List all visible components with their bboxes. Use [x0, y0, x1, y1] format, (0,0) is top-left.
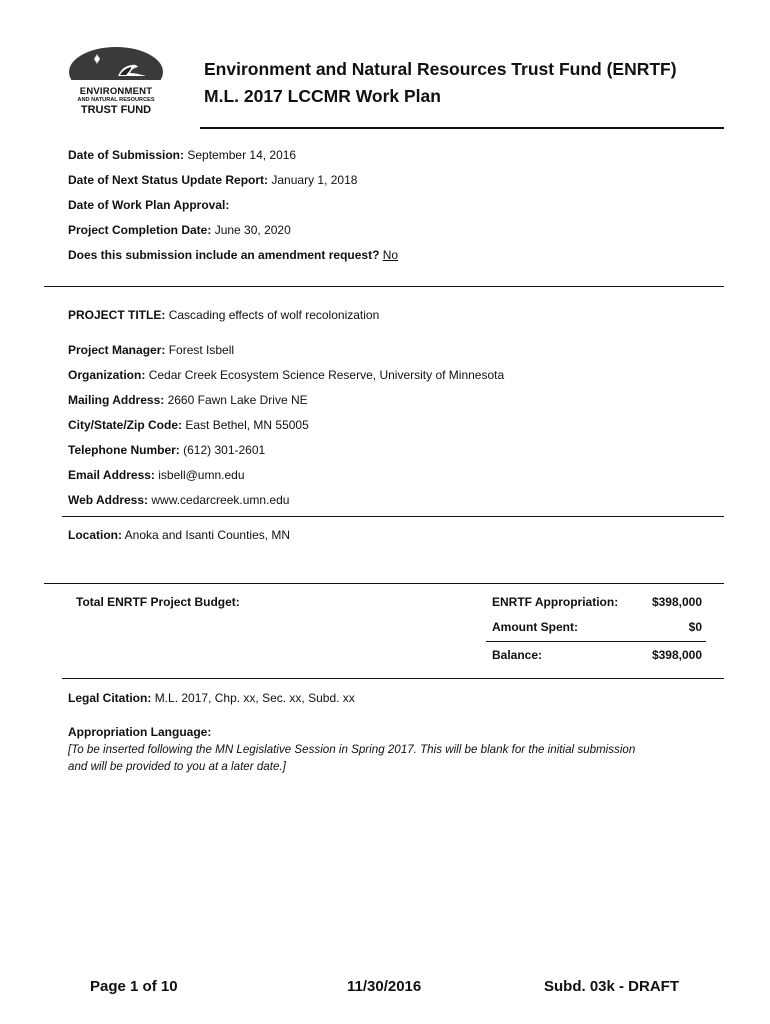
footer-page: Page 1 of 10	[90, 978, 178, 995]
appropriation-language-line-1: [To be inserted following the MN Legislative Session in Spring 2017. This will be blank for the initial submission	[68, 743, 636, 756]
approval-label: Date of Work Plan Approval:	[68, 198, 230, 212]
title-line-1: Environment and Natural Resources Trust Fund (ENRTF)	[204, 59, 677, 79]
amendment-row	[68, 247, 398, 263]
completion-row	[68, 222, 291, 238]
location-value: Anoka and Isanti Counties, MN	[124, 528, 291, 542]
manager-value: Forest Isbell	[168, 343, 235, 357]
email-row	[68, 467, 245, 483]
logo-line-2: AND NATURAL RESOURCES	[77, 97, 155, 103]
project-title-value: Cascading effects of wolf recolonization	[168, 308, 380, 322]
city-label: City/State/Zip Code:	[68, 418, 183, 432]
citation-label: Legal Citation:	[68, 691, 152, 705]
spent-label: Amount Spent:	[492, 620, 578, 634]
budget-rule	[486, 641, 706, 642]
phone-label: Telephone Number:	[68, 443, 180, 457]
spent-value: $0	[688, 620, 702, 634]
manager-row	[68, 342, 234, 358]
footer-subd: Subd. 03k - DRAFT	[544, 978, 680, 995]
address-label: Mailing Address:	[68, 393, 165, 407]
address-value: 2660 Fawn Lake Drive NE	[167, 393, 308, 407]
address-row	[68, 392, 308, 408]
organization-row	[68, 367, 504, 383]
amendment-value: No	[382, 248, 399, 262]
next-report-label: Date of Next Status Update Report:	[68, 173, 269, 187]
balance-label: Balance:	[492, 648, 543, 662]
approval-row	[68, 197, 229, 213]
enrtf-logo	[66, 46, 166, 118]
completion-label: Project Completion Date:	[68, 223, 212, 237]
section-rule-2	[62, 516, 724, 517]
project-title-label: PROJECT TITLE:	[68, 308, 166, 322]
web-value: www.cedarcreek.umn.edu	[151, 493, 290, 507]
city-value: East Bethel, MN 55005	[185, 418, 309, 432]
logo-line-1: ENVIRONMENT	[79, 86, 153, 97]
project-title-row	[68, 307, 379, 323]
manager-label: Project Manager:	[68, 343, 166, 357]
section-rule-1	[44, 286, 724, 287]
email-label: Email Address:	[68, 468, 155, 482]
next-report-value: January 1, 2018	[271, 173, 358, 187]
balance-value: $398,000	[651, 648, 702, 662]
section-rule-4	[62, 678, 724, 679]
organization-label: Organization:	[68, 368, 146, 382]
section-rule-3	[44, 583, 724, 584]
appropriation-label: ENRTF Appropriation:	[492, 595, 619, 609]
completion-value: June 30, 2020	[214, 223, 291, 237]
location-row	[68, 527, 290, 543]
organization-value: Cedar Creek Ecosystem Science Reserve, University of Minnesota	[148, 368, 505, 382]
web-row	[68, 492, 289, 508]
submission-date-label: Date of Submission:	[68, 148, 185, 162]
phone-value: (612) 301-2601	[183, 443, 266, 457]
appropriation-language-label: Appropriation Language:	[68, 725, 212, 739]
header-rule	[200, 127, 724, 129]
appropriation-value: $398,000	[651, 595, 702, 609]
web-label: Web Address:	[68, 493, 149, 507]
amendment-label: Does this submission include an amendment request?	[68, 248, 380, 262]
document-title	[204, 56, 677, 110]
citation-value: M.L. 2017, Chp. xx, Sec. xx, Subd. xx	[154, 691, 355, 705]
submission-date-row	[68, 147, 296, 163]
next-report-row	[68, 172, 357, 188]
appropriation-language-line-2: and will be provided to you at a later date.]	[68, 760, 286, 773]
phone-row	[68, 442, 265, 458]
total-budget-label: Total ENRTF Project Budget:	[76, 595, 240, 609]
location-label: Location:	[68, 528, 122, 542]
footer-date: 11/30/2016	[347, 978, 422, 995]
logo-line-3: TRUST FUND	[80, 104, 152, 116]
citation-row	[68, 690, 355, 706]
title-line-2: M.L. 2017 LCCMR Work Plan	[204, 86, 441, 106]
email-value: isbell@umn.edu	[158, 468, 245, 482]
city-row	[68, 417, 309, 433]
submission-date-value: September 14, 2016	[187, 148, 297, 162]
